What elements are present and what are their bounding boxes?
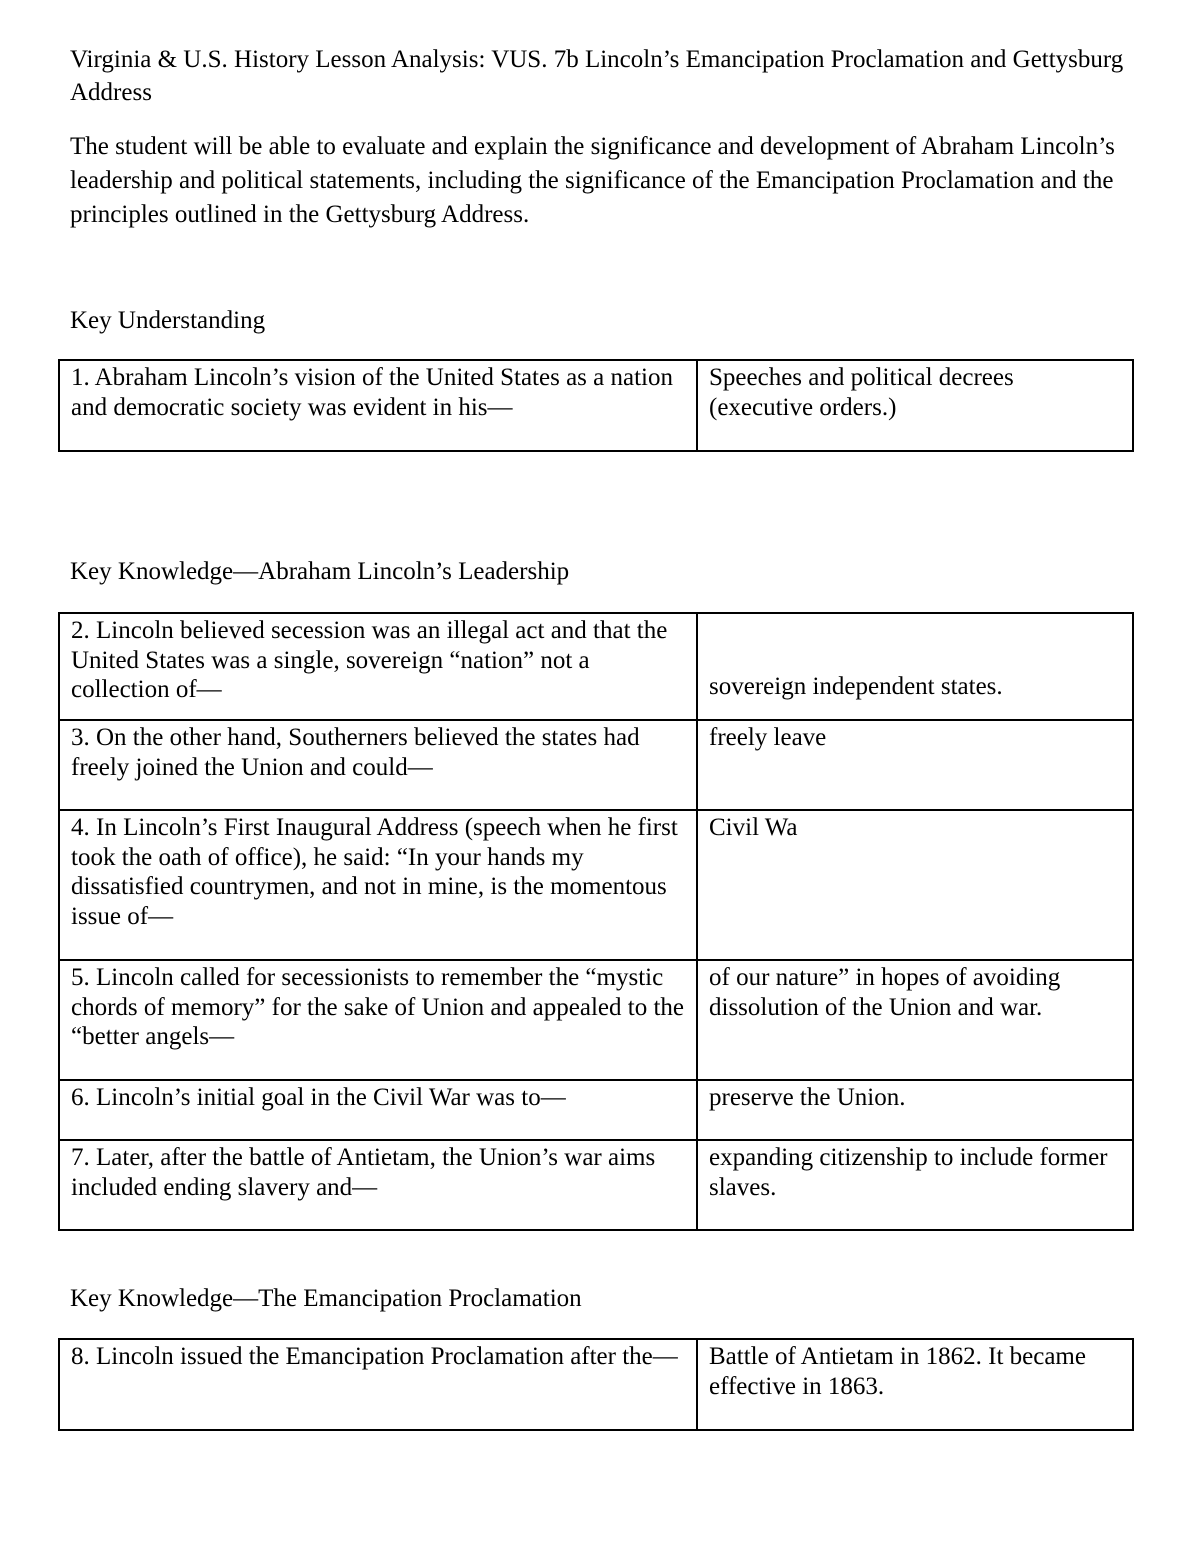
- table-row: [59, 720, 1133, 810]
- key-understanding-heading: Key Understanding: [70, 307, 266, 334]
- prompt-cell: 6. Lincoln’s initial goal in the Civil War was to—: [59, 1080, 697, 1140]
- answer-cell: expanding citizenship to include former slaves.: [697, 1140, 1133, 1230]
- table-row: [59, 1080, 1133, 1140]
- leadership-table: [58, 612, 1134, 1231]
- prompt-cell: 3. On the other hand, Southerners believed the states had freely joined the Union and could—: [59, 720, 697, 810]
- emancipation-table: [58, 1338, 1134, 1431]
- prompt-cell: 1. Abraham Lincoln’s vision of the United States as a nation and democratic society was evident in his—: [59, 360, 697, 451]
- learning-objective: The student will be able to evaluate and explain the significance and development of Abraham Lincoln’s leadership and political statements, including the significance of the Emancipation Proclamation and the principles outlined in the Gettysburg Address.: [70, 133, 1115, 228]
- prompt-cell: 8. Lincoln issued the Emancipation Proclamation after the—: [59, 1339, 697, 1430]
- answer-cell: sovereign independent states.: [697, 613, 1133, 720]
- answer-cell: Civil Wa: [697, 810, 1133, 960]
- answer-cell: of our nature” in hopes of avoiding dissolution of the Union and war.: [697, 960, 1133, 1080]
- answer-cell: freely leave: [697, 720, 1133, 810]
- table-row: [59, 960, 1133, 1080]
- table-row: [59, 360, 1133, 451]
- prompt-cell: 4. In Lincoln’s First Inaugural Address (speech when he first took the oath of office), he said: “In your hands my dissatisfied countrymen, and not in mine, is the momentous issue of—: [59, 810, 697, 960]
- document-title: Virginia & U.S. History Lesson Analysis: VUS. 7b Lincoln’s Emancipation Proclamation and Gettysburg Address: [70, 46, 1124, 106]
- table-row: [59, 613, 1133, 720]
- leadership-heading: Key Knowledge—Abraham Lincoln’s Leadership: [70, 558, 570, 585]
- table-row: [59, 810, 1133, 960]
- answer-cell: Battle of Antietam in 1862. It became effective in 1863.: [697, 1339, 1133, 1430]
- key-understanding-table: [58, 359, 1134, 452]
- table-row: [59, 1140, 1133, 1230]
- prompt-cell: 7. Later, after the battle of Antietam, the Union’s war aims included ending slavery and—: [59, 1140, 697, 1230]
- prompt-cell: 2. Lincoln believed secession was an illegal act and that the United States was a single, sovereign “nation” not a collection of—: [59, 613, 697, 720]
- prompt-cell: 5. Lincoln called for secessionists to remember the “mystic chords of memory” for the sake of Union and appealed to the “better angels—: [59, 960, 697, 1080]
- table-row: [59, 1339, 1133, 1430]
- emancipation-heading: Key Knowledge—The Emancipation Proclamation: [70, 1285, 582, 1312]
- answer-cell: Speeches and political decrees (executive orders.): [697, 360, 1133, 451]
- answer-cell: preserve the Union.: [697, 1080, 1133, 1140]
